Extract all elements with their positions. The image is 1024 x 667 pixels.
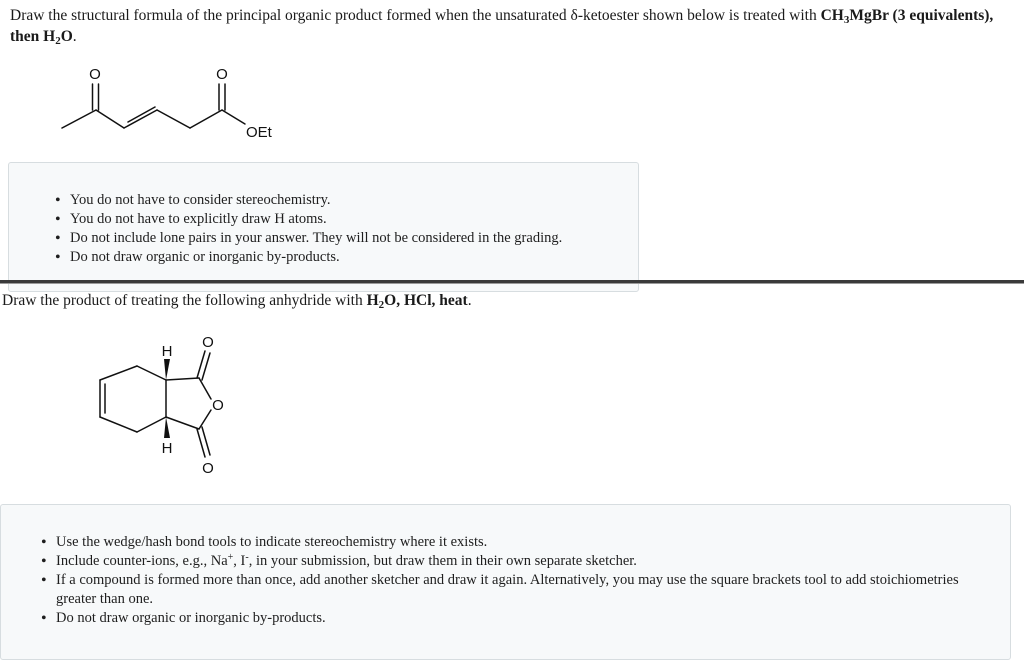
ester-oxygen-label: O: [216, 66, 228, 83]
wedge-bond-bottom: [164, 417, 170, 438]
bond-o-carbonyl-bottom: [199, 410, 211, 429]
hint-item: • If a compound is formed more than once, add another sketcher and draw it again. Alternatively, you may use the square brackets tool to add stoichiometries greater than one.: [37, 571, 992, 609]
bond-carbonyl-bottom-c: [166, 417, 199, 429]
carbonyl-top-oxygen-label: O: [202, 334, 214, 351]
ring-oxygen-label: O: [212, 397, 224, 414]
bond-ring-2: [100, 366, 137, 380]
bond-c5-c6: [190, 110, 222, 128]
h-top-label: H: [161, 343, 173, 360]
bond-c2-c3: [96, 110, 124, 128]
bond-carbonyl-top-o: [199, 378, 211, 399]
bond-ring-1: [137, 366, 166, 380]
hint-item: • Do not include lone pairs in your answer. They will not be considered in the grading.: [51, 229, 628, 248]
bond-c-carbonyl-top: [166, 378, 199, 380]
hint-item-counter-ions: • Include counter-ions, e.g., Na+, I-, in your submission, but draw them in their own separate sketcher.: [37, 552, 992, 571]
hint-item: • Use the wedge/hash bond tools to indicate stereochemistry where it exists.: [37, 533, 992, 552]
wedge-bond-top: [164, 359, 170, 380]
bond-ester-o: [222, 110, 245, 124]
question-1-hints: [8, 162, 639, 292]
question-1-reagents: $CH_3MgBr$ (3 equivalents), then $H_2O$: [10, 7, 994, 47]
hint-item: • Do not draw organic or inorganic by-products.: [51, 248, 628, 267]
bond-alkene-second: [128, 107, 155, 122]
section-divider-shadow: [0, 283, 1024, 284]
question-2-text: Draw the product of treating the following anhydride with: [2, 292, 367, 309]
hint-item: • Do not draw organic or inorganic by-products.: [37, 609, 992, 628]
bond-ring-3: [100, 417, 137, 432]
anhydride-structure: [90, 333, 240, 483]
bond-ring-4: [137, 417, 166, 432]
h-bottom-label: H: [161, 440, 173, 457]
question-2-hints: [0, 504, 1011, 660]
ketone-oxygen-label: O: [89, 66, 101, 83]
ethoxy-label: OEt: [246, 124, 272, 141]
question-1-text: Draw the structural formula of the principal organic product formed when the unsaturated δ-ketoester shown below is treated with: [10, 7, 821, 24]
ketoester-structure: [0, 58, 300, 148]
bond-methyl: [62, 110, 96, 128]
question-2-reagents: $H_2O$, HCl, heat: [366, 292, 468, 311]
question-1-prompt: Draw the structural formula of the principal organic product formed when the unsaturated δ-ketoester shown below is treated with $CH_3MgBr$ (3 equivalents), then $H_2O$.: [10, 7, 994, 47]
bond-c4-c5: [157, 110, 190, 128]
hint-item: • You do not have to consider stereochemistry.: [51, 191, 628, 210]
hint-item: • You do not have to explicitly draw H atoms.: [51, 210, 628, 229]
bond-alkene: [124, 110, 157, 128]
question-2-prompt: Draw the product of treating the following anhydride with $H_2O$, HCl, heat.: [2, 292, 472, 311]
carbonyl-bottom-oxygen-label: O: [202, 460, 214, 477]
